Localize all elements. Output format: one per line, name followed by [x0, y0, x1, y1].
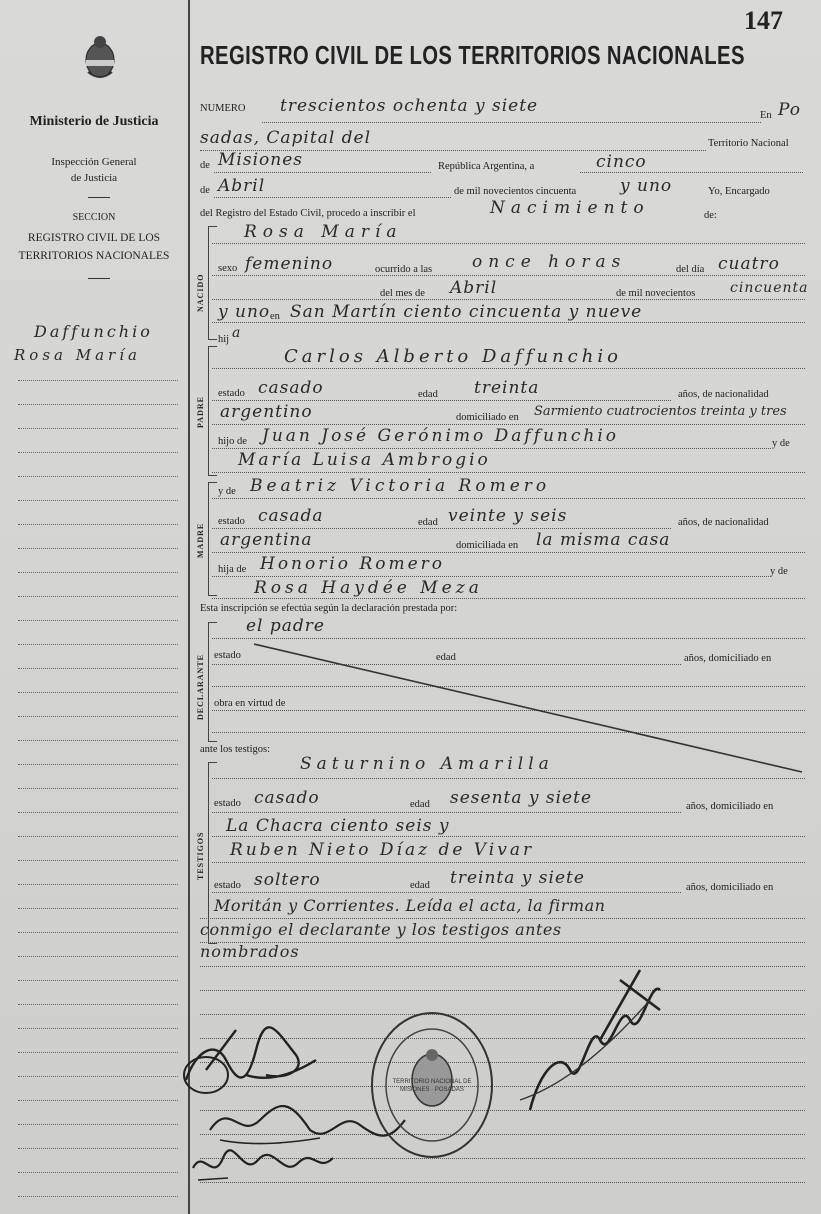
line-dia [580, 172, 803, 173]
line-cierre1 [200, 918, 805, 919]
margin-line [18, 1100, 178, 1101]
line-mes [214, 197, 451, 198]
label-estado-padre: estado [218, 388, 245, 399]
margin-note-name: Rosa María [14, 346, 141, 364]
margin-line [18, 404, 178, 405]
hw-hij: a [232, 325, 242, 341]
side-nacido: NACIDO [196, 273, 205, 312]
line-t2-estado [212, 892, 681, 893]
margin-note-surname: Daffunchio [34, 322, 153, 341]
label-edad-madre: edad [418, 517, 438, 528]
label-anos-dom-t1: años, domiciliado en [686, 801, 774, 812]
signature-testigo2 [188, 1138, 338, 1193]
hw-sexo: femenino [245, 254, 334, 274]
hw-numero: trescientos ochenta y siete [280, 96, 539, 116]
label-estado-dec: estado [214, 650, 241, 661]
signature-encargado [500, 960, 680, 1135]
margin-line [18, 1172, 178, 1173]
sidebar-registry-1: REGISTRO CIVIL DE LOS [27, 232, 161, 244]
hw-declarante: el padre [246, 616, 325, 636]
hw-madre: Beatriz Victoria Romero [250, 476, 551, 496]
bracket-declarante [208, 622, 217, 742]
label-hijo-de: hijo de [218, 436, 247, 447]
margin-line [18, 908, 178, 909]
hw-madre-nac: argentina [220, 530, 313, 550]
margin-line [18, 764, 178, 765]
hw-cierre1: Moritán y Corrientes. Leída el acta, la firman [214, 896, 606, 915]
coat-of-arms-icon [82, 32, 118, 82]
page-number: 147 [744, 6, 783, 35]
label-mil-nov: de mil novecientos [616, 288, 696, 299]
side-madre: MADRE [196, 522, 205, 558]
sidebar-inspection-1: Inspección General [51, 156, 137, 168]
label-del-dia: del día [676, 264, 705, 275]
line-declarante [212, 638, 805, 639]
label-edad-t1: edad [410, 799, 430, 810]
side-padre: PADRE [196, 396, 205, 428]
hw-dia-nac: cuatro [718, 254, 780, 274]
hw-lugar1: Po [778, 100, 801, 120]
label-y-de3: y de [770, 566, 788, 577]
label-ocurrido: ocurrido a las [375, 264, 433, 275]
label-territorio: Territorio Nacional [708, 138, 789, 149]
line-testigo1 [212, 778, 805, 779]
sidebar-ministry: Ministerio de Justicia [29, 114, 159, 129]
label-obra: obra en virtud de [214, 698, 286, 709]
hw-madre-estado: casada [258, 506, 324, 526]
margin-line [18, 1076, 178, 1077]
label-y-de: y de [772, 438, 790, 449]
divider-2 [88, 278, 110, 279]
margin-line [18, 1196, 178, 1197]
label-anos-dom-t2: años, domiciliado en [686, 882, 774, 893]
line-madre [212, 498, 805, 499]
label-de: de [200, 160, 210, 171]
hw-dia: cinco [596, 152, 647, 172]
label-estado-madre: estado [218, 516, 245, 527]
hw-padre-edad: treinta [474, 378, 540, 398]
margin-line [18, 572, 178, 573]
sidebar-registry-2: TERRITORIOS NACIONALES [18, 250, 170, 262]
margin-line [18, 932, 178, 933]
hw-t2-estado: soltero [254, 870, 321, 890]
hw-testigo2: Ruben Nieto Díaz de Vivar [230, 840, 535, 860]
hw-padre-dom: Sarmiento cuatrocientos treinta y tres [534, 404, 787, 419]
margin-line [18, 452, 178, 453]
margin-line [18, 1052, 178, 1053]
margin-line [18, 884, 178, 885]
margin-line [18, 1004, 178, 1005]
margin-line [18, 596, 178, 597]
margin-line [18, 740, 178, 741]
label-y-de2: y de [218, 486, 236, 497]
line-territorio [214, 172, 431, 173]
label-domiciliada: domiciliada en [456, 540, 519, 551]
hw-mes-nac: Abril [450, 278, 498, 298]
hw-cierre2: conmigo el declarante y los testigos antes [200, 920, 562, 939]
margin-line [18, 692, 178, 693]
line-abuela-mat [212, 598, 805, 599]
line-lugar-nac [212, 322, 805, 323]
label-estado-t2: estado [214, 880, 241, 891]
hw-anio-nac2: y uno [218, 302, 271, 322]
sidebar-section: SECCION [72, 212, 116, 223]
margin-line [18, 956, 178, 957]
divider-1 [88, 197, 110, 198]
label-del-mes: del mes de [380, 288, 425, 299]
hw-anio: y uno [620, 176, 673, 196]
label-domiciliado-padre: domiciliado en [456, 412, 519, 423]
label-novecientos: de mil novecientos cincuenta [454, 186, 577, 197]
hw-nombre: Rosa María [244, 222, 403, 242]
margin-line [18, 500, 178, 501]
hw-t1-estado: casado [254, 788, 320, 808]
hw-acto: Nacimiento [490, 198, 650, 218]
line-padre-nac [212, 424, 805, 425]
label-republica: República Argentina, a [438, 161, 535, 172]
label-en: En [760, 110, 772, 121]
hw-mes: Abril [218, 176, 266, 196]
hw-abuelo-mat: Honorio Romero [260, 554, 446, 574]
margin-line [18, 476, 178, 477]
line-abuela-pat [212, 472, 805, 473]
margin-line [18, 788, 178, 789]
hw-territorio: Misiones [218, 150, 303, 170]
line-abuelo-mat [212, 576, 771, 577]
hw-anio-nac1: cincuenta [730, 280, 809, 296]
margin-line [18, 1124, 178, 1125]
hw-padre-estado: casado [258, 378, 324, 398]
hw-padre: Carlos Alberto Daffunchio [284, 346, 622, 367]
line-padre [212, 368, 805, 369]
seal-text: TERRITORIO NACIONAL DE MISIONES · POSADAS [392, 1079, 472, 1093]
margin-line [18, 668, 178, 669]
label-numero: NUMERO [200, 103, 246, 114]
label-en2: en [270, 311, 280, 322]
label-anos-nac-madre: años, de nacionalidad [678, 517, 769, 528]
label-edad-dec: edad [436, 652, 456, 663]
label-de2: de [200, 185, 210, 196]
side-testigos: TESTIGOS [196, 831, 205, 880]
hw-madre-edad: veinte y seis [448, 506, 568, 526]
margin-line [18, 980, 178, 981]
line-mes-nac [212, 299, 805, 300]
hw-hora: once horas [472, 252, 627, 272]
label-testigos: ante los testigos: [200, 744, 270, 755]
margin-line [18, 1028, 178, 1029]
line-testigo2 [212, 862, 805, 863]
label-registro: del Registro del Estado Civil, procedo a inscribir el [200, 208, 416, 219]
hw-madre-dom: la misma casa [536, 530, 671, 550]
line-abuelo-pat [212, 448, 771, 449]
hw-abuelo-pat: Juan José Gerónimo Daffunchio [262, 426, 620, 446]
line-madre-estado [212, 528, 671, 529]
margin-line [18, 380, 178, 381]
hw-padre-nac: argentino [220, 402, 313, 422]
margin-line [18, 428, 178, 429]
label-edad-t2: edad [410, 880, 430, 891]
margin-line [18, 524, 178, 525]
label-hija-de: hija de [218, 564, 247, 575]
hw-abuela-mat: Rosa Haydée Meza [254, 578, 483, 598]
line-padre-estado [212, 400, 671, 401]
label-declaracion: Esta inscripción se efectúa según la declaración prestada por: [200, 603, 458, 614]
label-anos-nac-padre: años, de nacionalidad [678, 389, 769, 400]
label-de3: de: [704, 210, 717, 221]
label-hij: hij [218, 334, 230, 345]
margin-line [18, 620, 178, 621]
margin-line [18, 716, 178, 717]
margin-line [18, 644, 178, 645]
hw-t1-edad: sesenta y siete [450, 788, 593, 808]
margin-line [18, 836, 178, 837]
hw-abuela-pat: María Luisa Ambrogio [238, 450, 491, 470]
hw-t1-dom: La Chacra ciento seis y [226, 816, 450, 836]
line-numero [262, 122, 761, 123]
bracket-padre [208, 346, 217, 476]
bracket-madre [208, 482, 217, 596]
label-sexo: sexo [218, 263, 238, 274]
line-nombre [212, 243, 805, 244]
side-declarante: DECLARANTE [196, 653, 205, 720]
margin-line [18, 548, 178, 549]
label-yo: Yo, Encargado [708, 186, 770, 197]
margin-line [18, 860, 178, 861]
line-sexo [212, 275, 805, 276]
line-t1-dom [212, 836, 805, 837]
label-estado-t1: estado [214, 798, 241, 809]
label-anos-dom-dec: años, domiciliado en [684, 653, 772, 664]
line-madre-nac [212, 552, 805, 553]
margin-line [18, 812, 178, 813]
hw-lugar2: sadas, Capital del [200, 128, 372, 148]
document-title: REGISTRO CIVIL DE LOS TERRITORIOS NACIONALES [200, 40, 745, 70]
margin-line [18, 1148, 178, 1149]
hw-cierre3: nombrados [200, 942, 300, 961]
hw-testigo1: Saturnino Amarilla [300, 754, 554, 774]
line-t1-estado [212, 812, 681, 813]
bracket-testigos [208, 762, 217, 944]
label-edad-padre: edad [418, 389, 438, 400]
hw-t2-edad: treinta y siete [450, 868, 585, 888]
official-seal [368, 1010, 496, 1160]
sidebar-inspection-2: de Justicia [70, 172, 118, 184]
hw-lugar-nac: San Martín ciento cincuenta y nueve [290, 302, 643, 322]
